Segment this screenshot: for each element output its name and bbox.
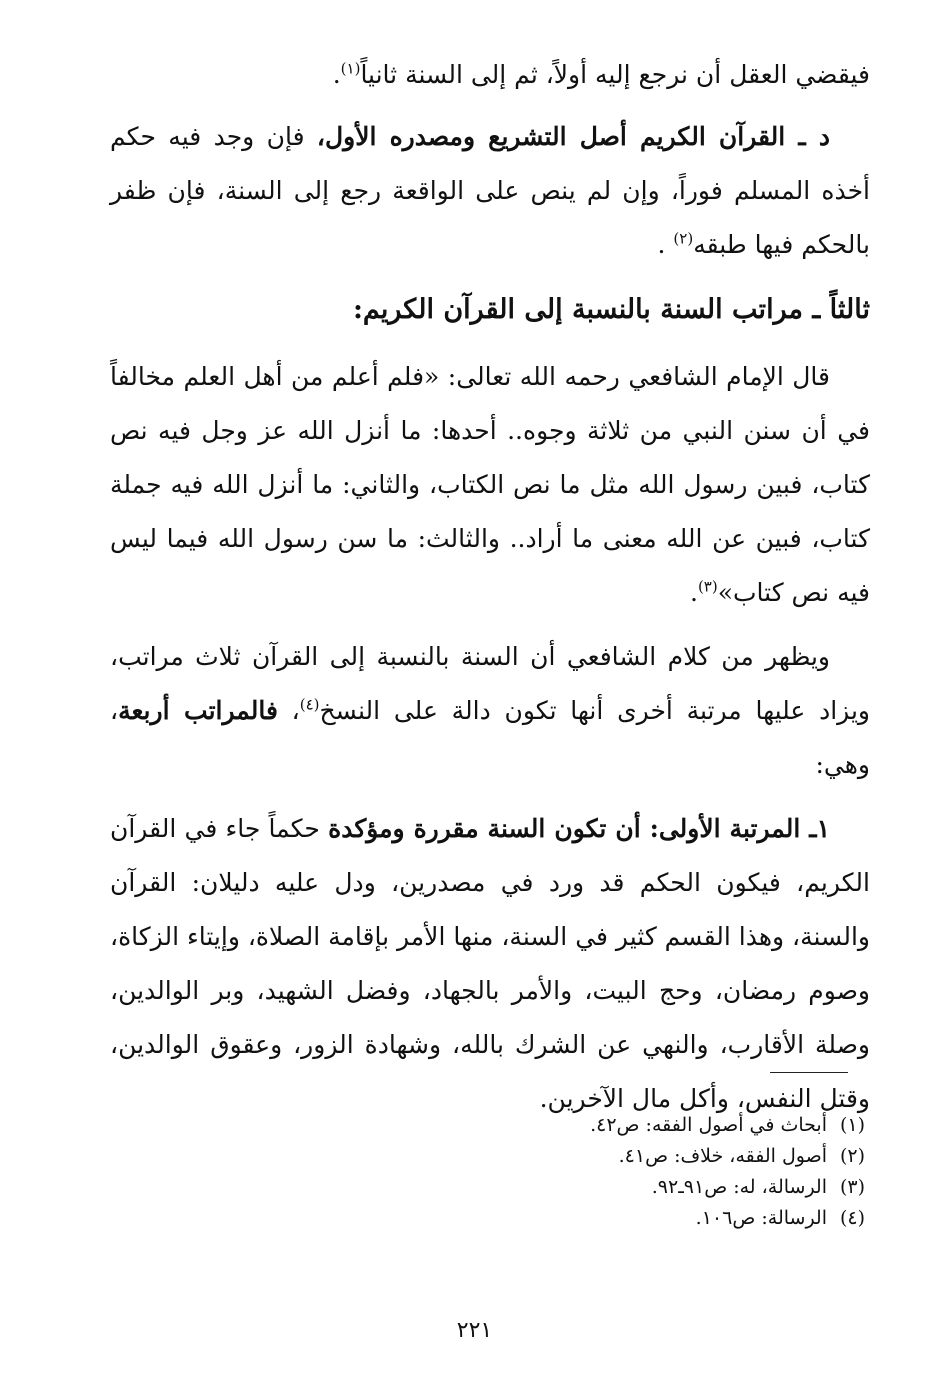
footnote-text: الرسالة، له: ص٩١ـ٩٢. bbox=[651, 1176, 827, 1198]
footnote-ref-2[interactable]: (٢) bbox=[673, 229, 694, 248]
paragraph-2 bbox=[110, 110, 870, 272]
paragraph-1 bbox=[110, 48, 870, 102]
paragraph-3 bbox=[110, 350, 870, 620]
footnote-item bbox=[165, 1141, 865, 1172]
paragraph-5-bold-lead: ١ـ المرتبة الأولى: أن تكون السنة مقررة ومؤكدة bbox=[328, 814, 830, 843]
paragraph-1-text: فيقضي العقل أن نرجع إليه أولاً، ثم إلى السنة ثانياً bbox=[360, 60, 870, 89]
footnote-number: (١) bbox=[839, 1114, 865, 1136]
footnote-item bbox=[165, 1172, 865, 1203]
paragraph-4-bold-tail: فالمراتب أربعة bbox=[118, 696, 278, 725]
paragraph-3-text: قال الإمام الشافعي رحمه الله تعالى: «فلم أعلم من أهل العلم مخالفاً في أن سنن النبي من ثلاثة وجوه.. أحدها: ما أنزل الله عز وجل فيه نص كتاب، فبين رسول الله مثل ما نص الكتاب، والثاني: ما أنزل الله فيه جملة كتاب، فبين عن الله معنى ما أراد.. والثالث: ما سن رسول الله فيما ليس فيه نص كتاب» bbox=[110, 362, 870, 607]
paragraph-2-bold-lead: د ـ القرآن الكريم أصل التشريع ومصدره الأول، bbox=[316, 122, 830, 151]
page-number: ٢٢١ bbox=[456, 1318, 493, 1343]
footnote-item bbox=[165, 1110, 865, 1141]
paragraph-2-text: فإن وجد فيه حكم أخذه المسلم فوراً، وإن لم ينص على الواقعة رجع إلى السنة، فإن ظفر بالحكم فيها طبقه bbox=[110, 122, 870, 259]
paragraph-1-end: . bbox=[332, 60, 341, 89]
paragraph-4 bbox=[110, 630, 870, 792]
footnote-text: أصول الفقه، خلاف: ص٤١. bbox=[618, 1145, 827, 1167]
paragraph-3-end: . bbox=[689, 578, 698, 607]
paragraph-4-end: ، وهي: bbox=[110, 696, 870, 779]
paragraph-4-text: ويظهر من كلام الشافعي أن السنة بالنسبة إلى القرآن ثلاث مراتب، ويزاد عليها مرتبة أخرى أنها تكون دالة على النسخ bbox=[110, 642, 870, 725]
footnote-ref-1[interactable]: (١) bbox=[340, 59, 361, 78]
footnotes bbox=[165, 1110, 865, 1234]
footnote-text: الرسالة: ص١٠٦. bbox=[695, 1207, 827, 1229]
footnote-text: أبحاث في أصول الفقه: ص٤٢. bbox=[590, 1114, 827, 1136]
paragraph-4-mid: ، bbox=[277, 696, 300, 725]
footnote-number: (٣) bbox=[839, 1176, 865, 1198]
page-body bbox=[110, 48, 870, 1136]
footnote-number: (٢) bbox=[839, 1145, 865, 1167]
section-heading: ثالثاً ـ مراتب السنة بالنسبة إلى القرآن الكريم: bbox=[352, 294, 870, 325]
footnote-number: (٤) bbox=[839, 1207, 865, 1229]
footnote-ref-3[interactable]: (٣) bbox=[697, 577, 718, 596]
paragraph-5 bbox=[110, 802, 870, 1126]
footnote-item bbox=[165, 1203, 865, 1234]
footnote-ref-4[interactable]: (٤) bbox=[299, 695, 320, 714]
footnote-divider bbox=[770, 1072, 848, 1073]
paragraph-2-end: . bbox=[657, 230, 674, 259]
paragraph-5-text: حكماً جاء في القرآن الكريم، فيكون الحكم قد ورد في مصدرين، ودل عليه دليلان: القرآن والسنة، وهذا القسم كثير في السنة، منها الأمر بإقامة الصلاة، وإيتاء الزكاة، وصوم رمضان، وحج البيت، والأمر بالجهاد، وفضل الشهيد، وبر الوالدين، وصلة الأقارب، والنهي عن الشرك بالله، وشهادة الزور، وعقوق الوالدين، وقتل النفس، وأكل مال الآخرين. bbox=[110, 814, 870, 1113]
